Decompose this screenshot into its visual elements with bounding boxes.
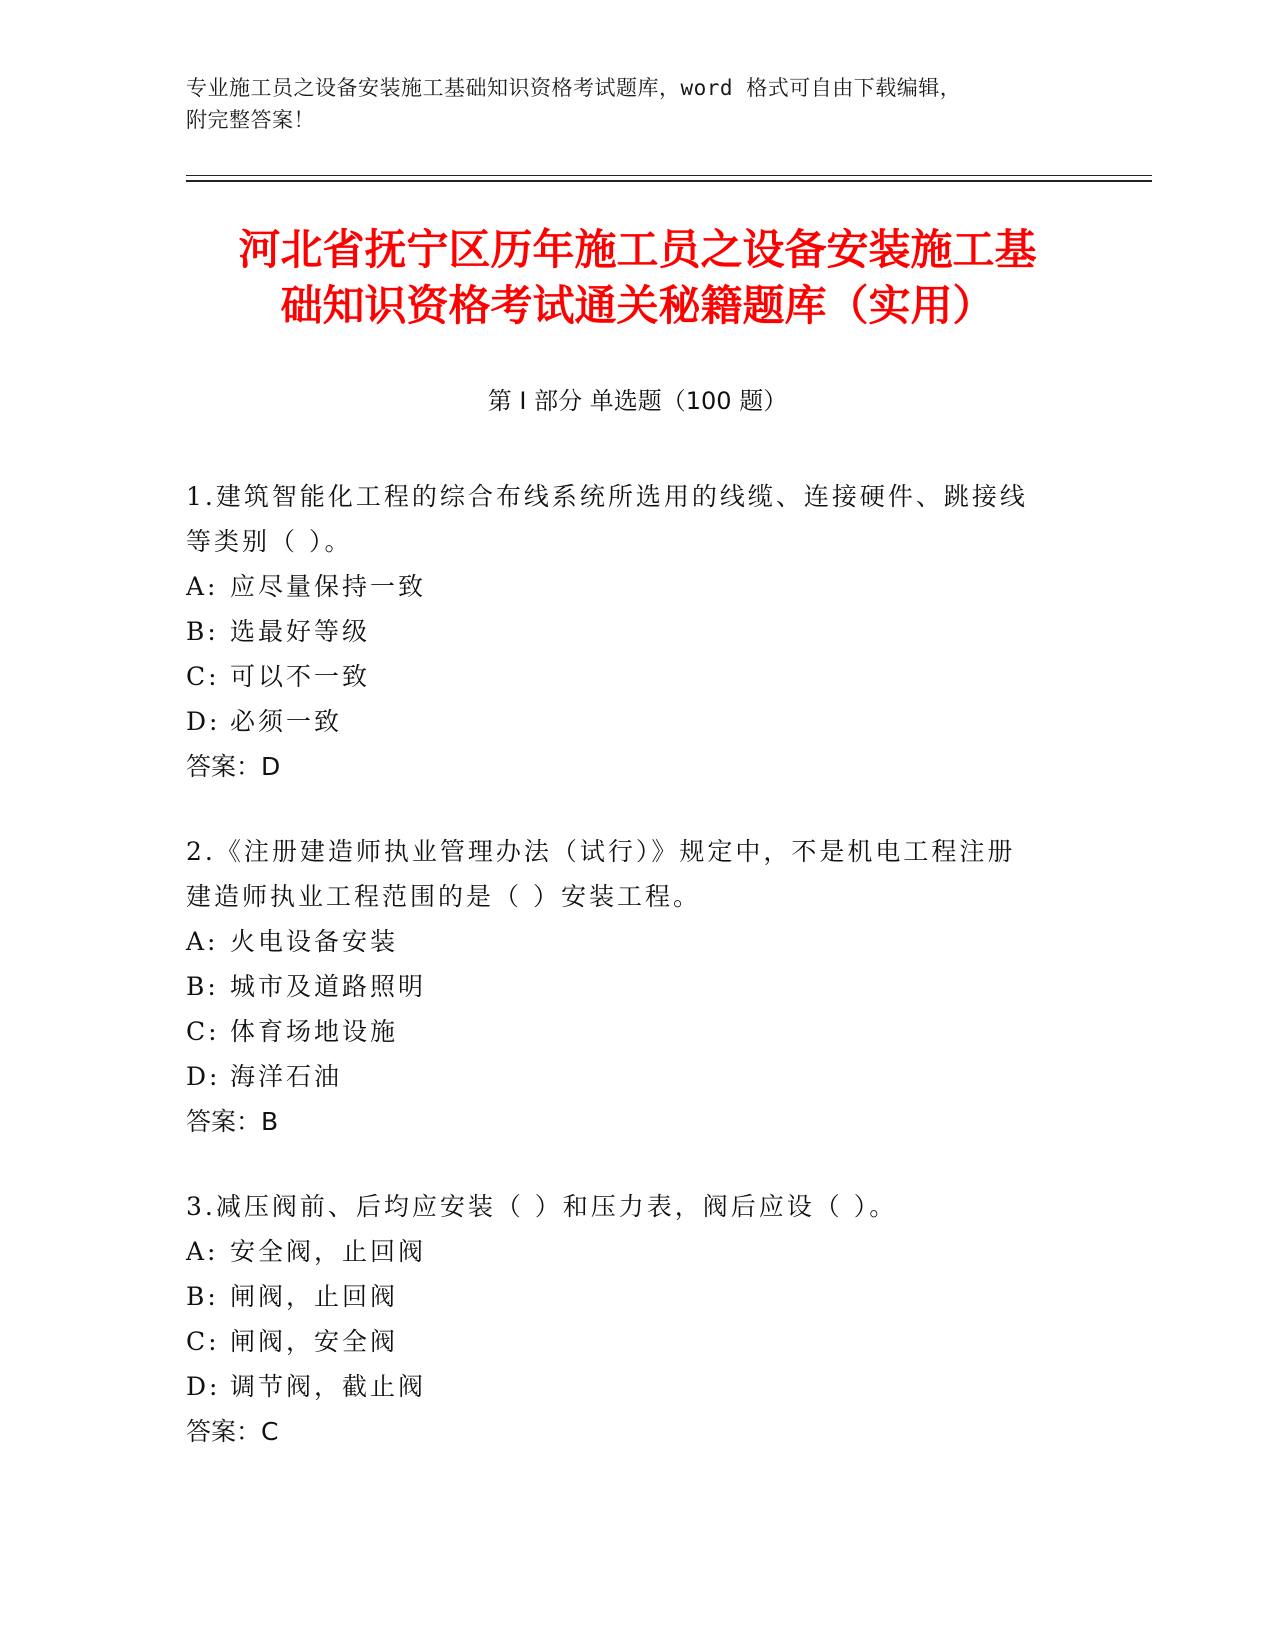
option-letter: C: xyxy=(186,1327,220,1356)
question-1 xyxy=(186,474,1066,789)
option-letter: B: xyxy=(186,617,219,646)
document-title-line2: 础知识资格考试通关秘籍题库（实用） xyxy=(280,281,995,330)
question-3 xyxy=(186,1184,1066,1454)
section-title: 第 I 部分 单选题（100 题） xyxy=(487,387,788,415)
option-text: 可以不一致 xyxy=(230,662,371,691)
option-text: 闸阀，安全阀 xyxy=(230,1327,399,1356)
header-note-line1: 专业施工员之设备安装施工基础知识资格考试题库，word 格式可自由下载编辑， xyxy=(186,76,962,100)
document-title-line1: 河北省抚宁区历年施工员之设备安装施工基 xyxy=(238,225,1037,274)
option-text: 必须一致 xyxy=(230,707,343,736)
answer-label: 答案：D xyxy=(186,752,281,781)
option-letter: B: xyxy=(186,1282,219,1311)
option-c xyxy=(186,654,1066,699)
option-a xyxy=(186,564,1066,609)
option-letter: A: xyxy=(186,1237,219,1266)
option-text: 海洋石油 xyxy=(230,1062,343,1091)
option-letter: A: xyxy=(186,927,219,956)
question-stem: 3.减压阀前、后均应安装（ ）和压力表，阀后应设（ ）。 xyxy=(186,1192,898,1221)
option-letter: C: xyxy=(186,662,220,691)
question-stem: 2.《注册建造师执业管理办法（试行）》规定中，不是机电工程注册 xyxy=(186,837,1016,866)
header-divider-thin xyxy=(186,175,1152,176)
option-text: 火电设备安装 xyxy=(230,927,399,956)
question-stem-cont: 建造师执业工程范围的是（ ）安装工程。 xyxy=(186,882,701,911)
answer-label: 答案：C xyxy=(186,1417,279,1446)
question-list xyxy=(186,474,1066,1494)
header-note xyxy=(186,72,1066,136)
header-note-line2: 附完整答案！ xyxy=(186,108,315,132)
question-stem-cont: 等类别（ ）。 xyxy=(186,527,353,556)
option-letter: C: xyxy=(186,1017,220,1046)
option-text: 选最好等级 xyxy=(230,617,371,646)
option-text: 调节阀，截止阀 xyxy=(230,1372,427,1401)
option-c xyxy=(186,1009,1066,1054)
option-d xyxy=(186,1054,1066,1099)
question-2 xyxy=(186,829,1066,1144)
option-letter: B: xyxy=(186,972,219,1001)
option-text: 应尽量保持一致 xyxy=(230,572,427,601)
option-b xyxy=(186,1274,1066,1319)
option-c xyxy=(186,1319,1066,1364)
option-a xyxy=(186,1229,1066,1274)
option-letter: D: xyxy=(186,1062,221,1091)
option-text: 城市及道路照明 xyxy=(230,972,427,1001)
option-d xyxy=(186,1364,1066,1409)
option-letter: D: xyxy=(186,1372,221,1401)
option-b xyxy=(186,609,1066,654)
header-divider-thick xyxy=(186,180,1152,182)
option-d xyxy=(186,699,1066,744)
option-a xyxy=(186,919,1066,964)
question-stem: 1.建筑智能化工程的综合布线系统所选用的线缆、连接硬件、跳接线 xyxy=(186,482,1028,511)
option-text: 闸阀，止回阀 xyxy=(230,1282,399,1311)
option-text: 体育场地设施 xyxy=(230,1017,399,1046)
option-b xyxy=(186,964,1066,1009)
option-letter: A: xyxy=(186,572,219,601)
option-text: 安全阀，止回阀 xyxy=(230,1237,427,1266)
answer-label: 答案：B xyxy=(186,1107,279,1136)
option-letter: D: xyxy=(186,707,221,736)
document-title xyxy=(150,222,1125,334)
